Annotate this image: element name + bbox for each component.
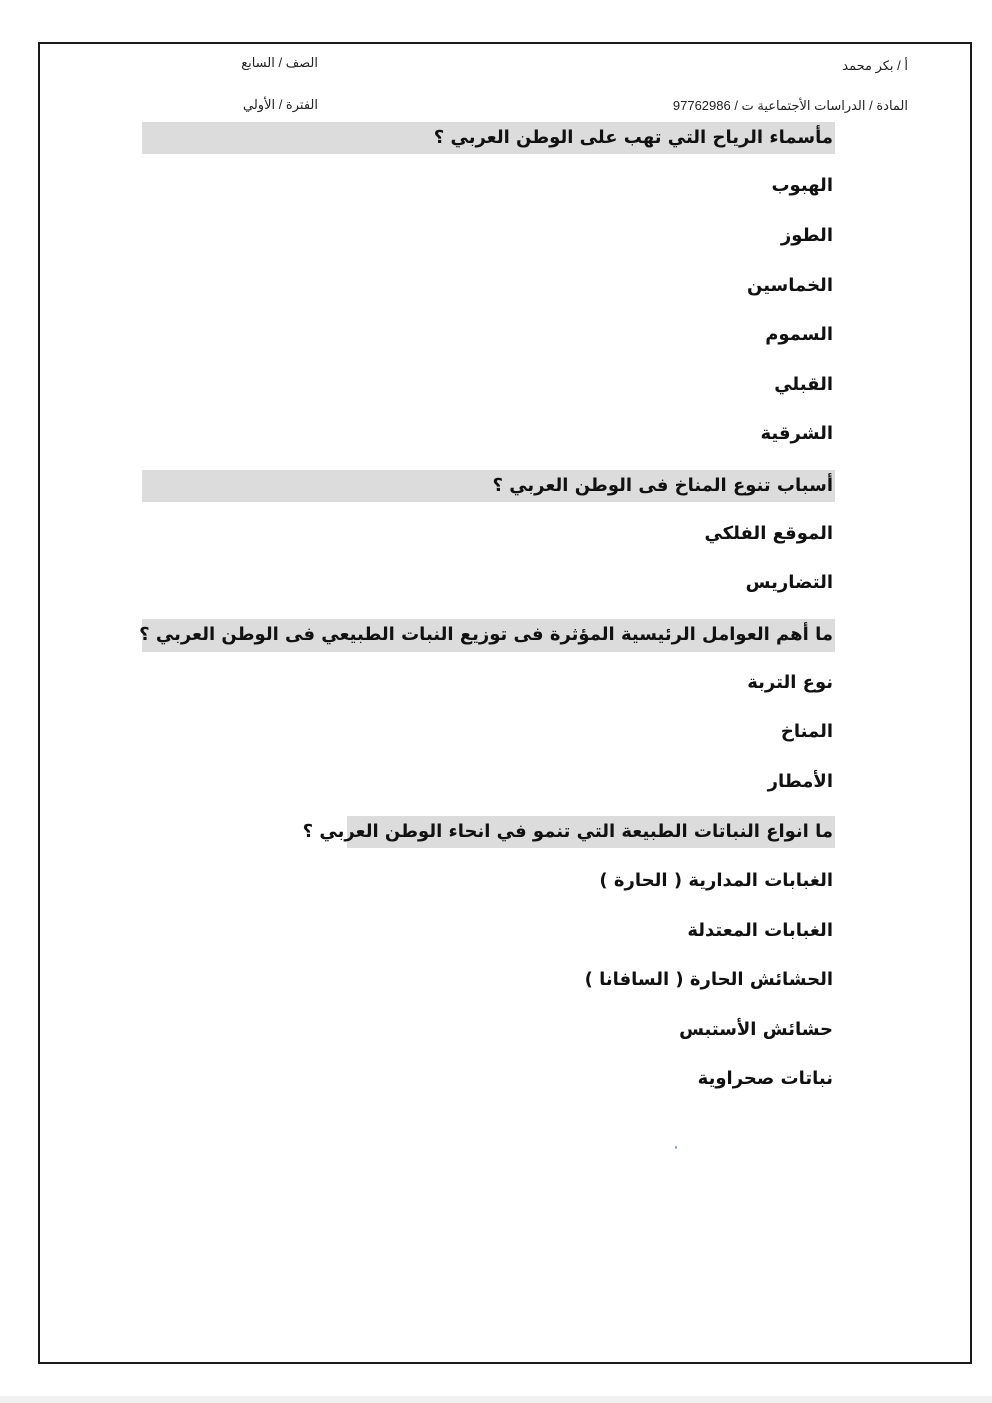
answer-3-1: نوع التربة (747, 672, 833, 693)
term-label: الفترة / الأولي (243, 97, 318, 112)
answer-4-3: الحشائش الحارة ( السافانا ) (584, 969, 833, 990)
answer-3-3: الأمطار (767, 771, 833, 792)
grade-label: الصف / السابع (241, 55, 318, 70)
subject-and-phone: المادة / الدراسات الأجتماعية ت / 97762986 (672, 98, 908, 113)
answer-1-3: الخماسين (747, 275, 833, 296)
question-1: مأسماء الرياح التي تهب على الوطن العربي ؟ (142, 122, 835, 154)
answer-4-1: الغبابات المدارية ( الحارة ) (599, 870, 833, 891)
question-3: ما أهم العوامل الرئيسية المؤثرة فى توزيع النبات الطبيعي فى الوطن العربي ؟ (142, 619, 835, 652)
answer-1-1: الهبوب (771, 175, 833, 196)
answer-2-1: الموقع الفلكي (704, 523, 833, 544)
answer-4-5: نباتات صحراوية (697, 1068, 833, 1089)
answer-4-2: الغبابات المعتدلة (687, 920, 833, 941)
answer-3-2: المناخ (780, 721, 833, 742)
question-2: أسباب تنوع المناخ فى الوطن العربي ؟ (142, 470, 835, 502)
answer-4-4: حشائش الأستبس (679, 1019, 833, 1040)
answer-1-6: الشرقية (760, 423, 833, 444)
answer-1-4: السموم (765, 324, 833, 345)
answer-1-5: القبلي (774, 374, 833, 395)
teacher-name: أ / بكر محمد (842, 58, 908, 73)
answer-1-2: الطوز (780, 225, 833, 246)
question-4: ما انواع النباتات الطبيعة التي تنمو في انحاء الوطن العربي ؟ (347, 816, 835, 848)
answer-2-2: التضاريس (745, 572, 833, 593)
scan-bottom-edge (0, 1396, 992, 1403)
scan-speck (675, 1146, 677, 1149)
